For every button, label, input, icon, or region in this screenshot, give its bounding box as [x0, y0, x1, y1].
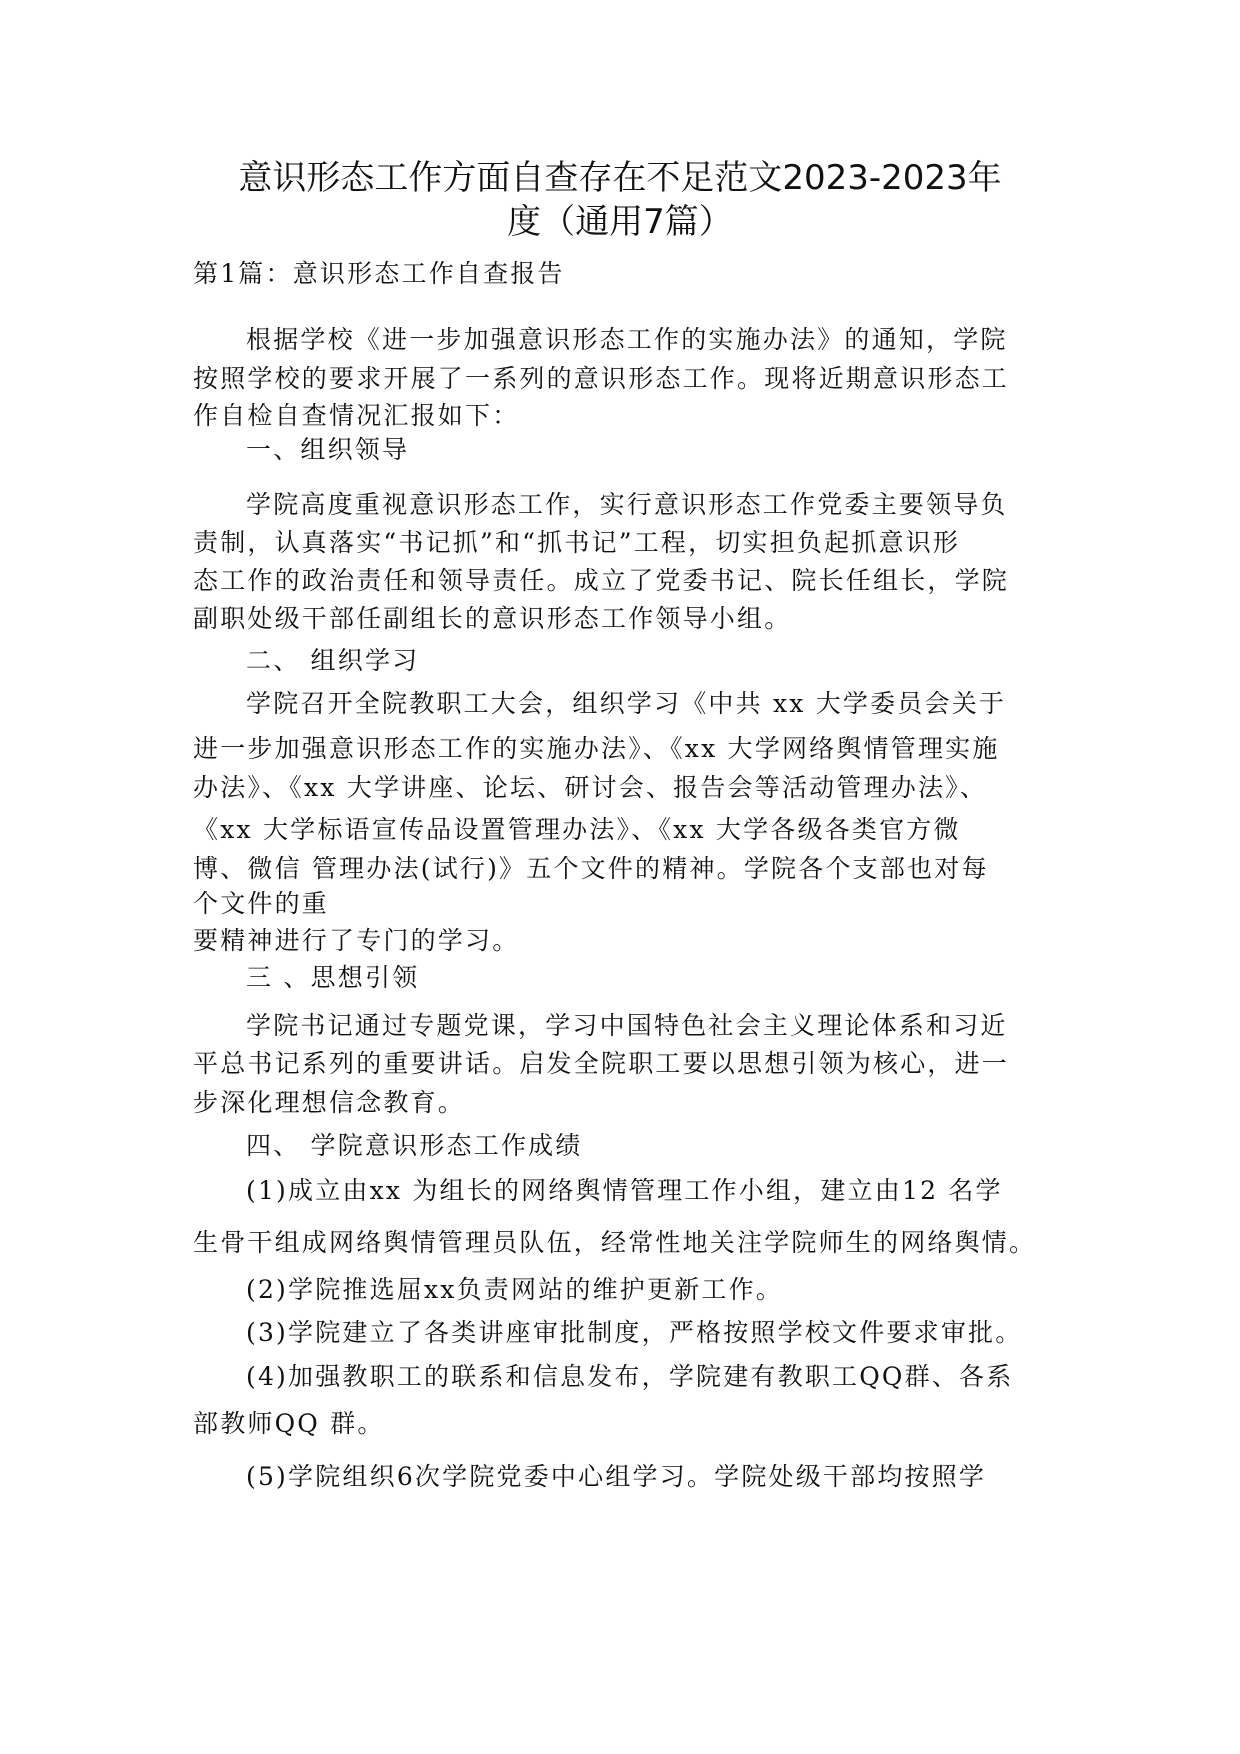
body-line: 四、 学院意识形态工作成绩 — [246, 1131, 583, 1160]
body-line: 生骨干组成网络舆情管理员队伍，经常性地关注学院师生的网络舆情。 — [193, 1228, 1037, 1257]
body-line: 进一步加强意识形态工作的实施办法》、《xx 大学网络舆情管理实施 — [193, 734, 1000, 763]
body-line: 学院书记通过专题党课，学习中国特色社会主义理论体系和习近 — [246, 1011, 1008, 1040]
body-line: 一、组织领导 — [246, 435, 410, 464]
body-line: 部教师QQ 群。 — [193, 1409, 385, 1438]
body-line: 态工作的政治责任和领导责任。成立了党委书记、院长任组长，学院 — [193, 566, 1010, 595]
body-line: 平总书记系列的重要讲话。启发全院职工要以思想引领为核心，进一 — [193, 1049, 1010, 1078]
document-title-line-1: 意识形态工作方面自查存在不足范文2023-2023年 — [238, 158, 1002, 198]
body-line: (4)加强教职工的联系和信息发布，学院建有教职工QQ群、各系 — [246, 1362, 1014, 1391]
body-line: 学院召开全院教职工大会，组织学习《中共 xx 大学委员会关于 — [246, 689, 1007, 718]
body-line: 《xx 大学标语宣传品设置管理办法》、《xx 大学各级各类官方微 — [193, 815, 961, 844]
body-line: (2)学院推选屈xx负责网站的维护更新工作。 — [246, 1275, 784, 1304]
body-line: 作自检自查情况汇报如下： — [193, 401, 520, 430]
body-line: (3)学院建立了各类讲座审批制度，严格按照学校文件要求审批。 — [246, 1318, 1023, 1347]
body-line: 责制，认真落实“书记抓”和“抓书记”工程，切实担负起抓意识形 — [193, 528, 961, 557]
body-line: 三 、思想引领 — [246, 963, 420, 992]
document-title-line-2: 度（通用7篇） — [507, 202, 733, 242]
body-line: 根据学校《进一步加强意识形态工作的实施办法》的通知，学院 — [246, 325, 1008, 354]
body-line: 二、 组织学习 — [246, 646, 420, 675]
body-line: (1)成立由xx 为组长的网络舆情管理工作小组，建立由12 名学 — [246, 1176, 1003, 1205]
body-line: (5)学院组织6次学院党委中心组学习。学院处级干部均按照学 — [246, 1462, 987, 1491]
body-line: 要精神进行了专门的学习。 — [193, 926, 520, 955]
body-line: 副职处级干部任副组长的意识形态工作领导小组。 — [193, 604, 792, 633]
body-line: 办法》、《xx 大学讲座、论坛、研讨会、报告会等活动管理办法》、 — [193, 773, 988, 802]
body-line: 博、微信 管理办法(试行)》五个文件的精神。学院各个支部也对每 — [193, 854, 989, 883]
body-line: 按照学校的要求开展了一系列的意识形态工作。现将近期意识形态工 — [193, 364, 1010, 393]
body-line: 个文件的重 — [193, 889, 330, 918]
body-line: 第1篇：意识形态工作自查报告 — [193, 259, 565, 288]
body-line: 学院高度重视意识形态工作，实行意识形态工作党委主要领导负 — [246, 490, 1008, 519]
body-line: 步深化理想信念教育。 — [193, 1088, 466, 1117]
